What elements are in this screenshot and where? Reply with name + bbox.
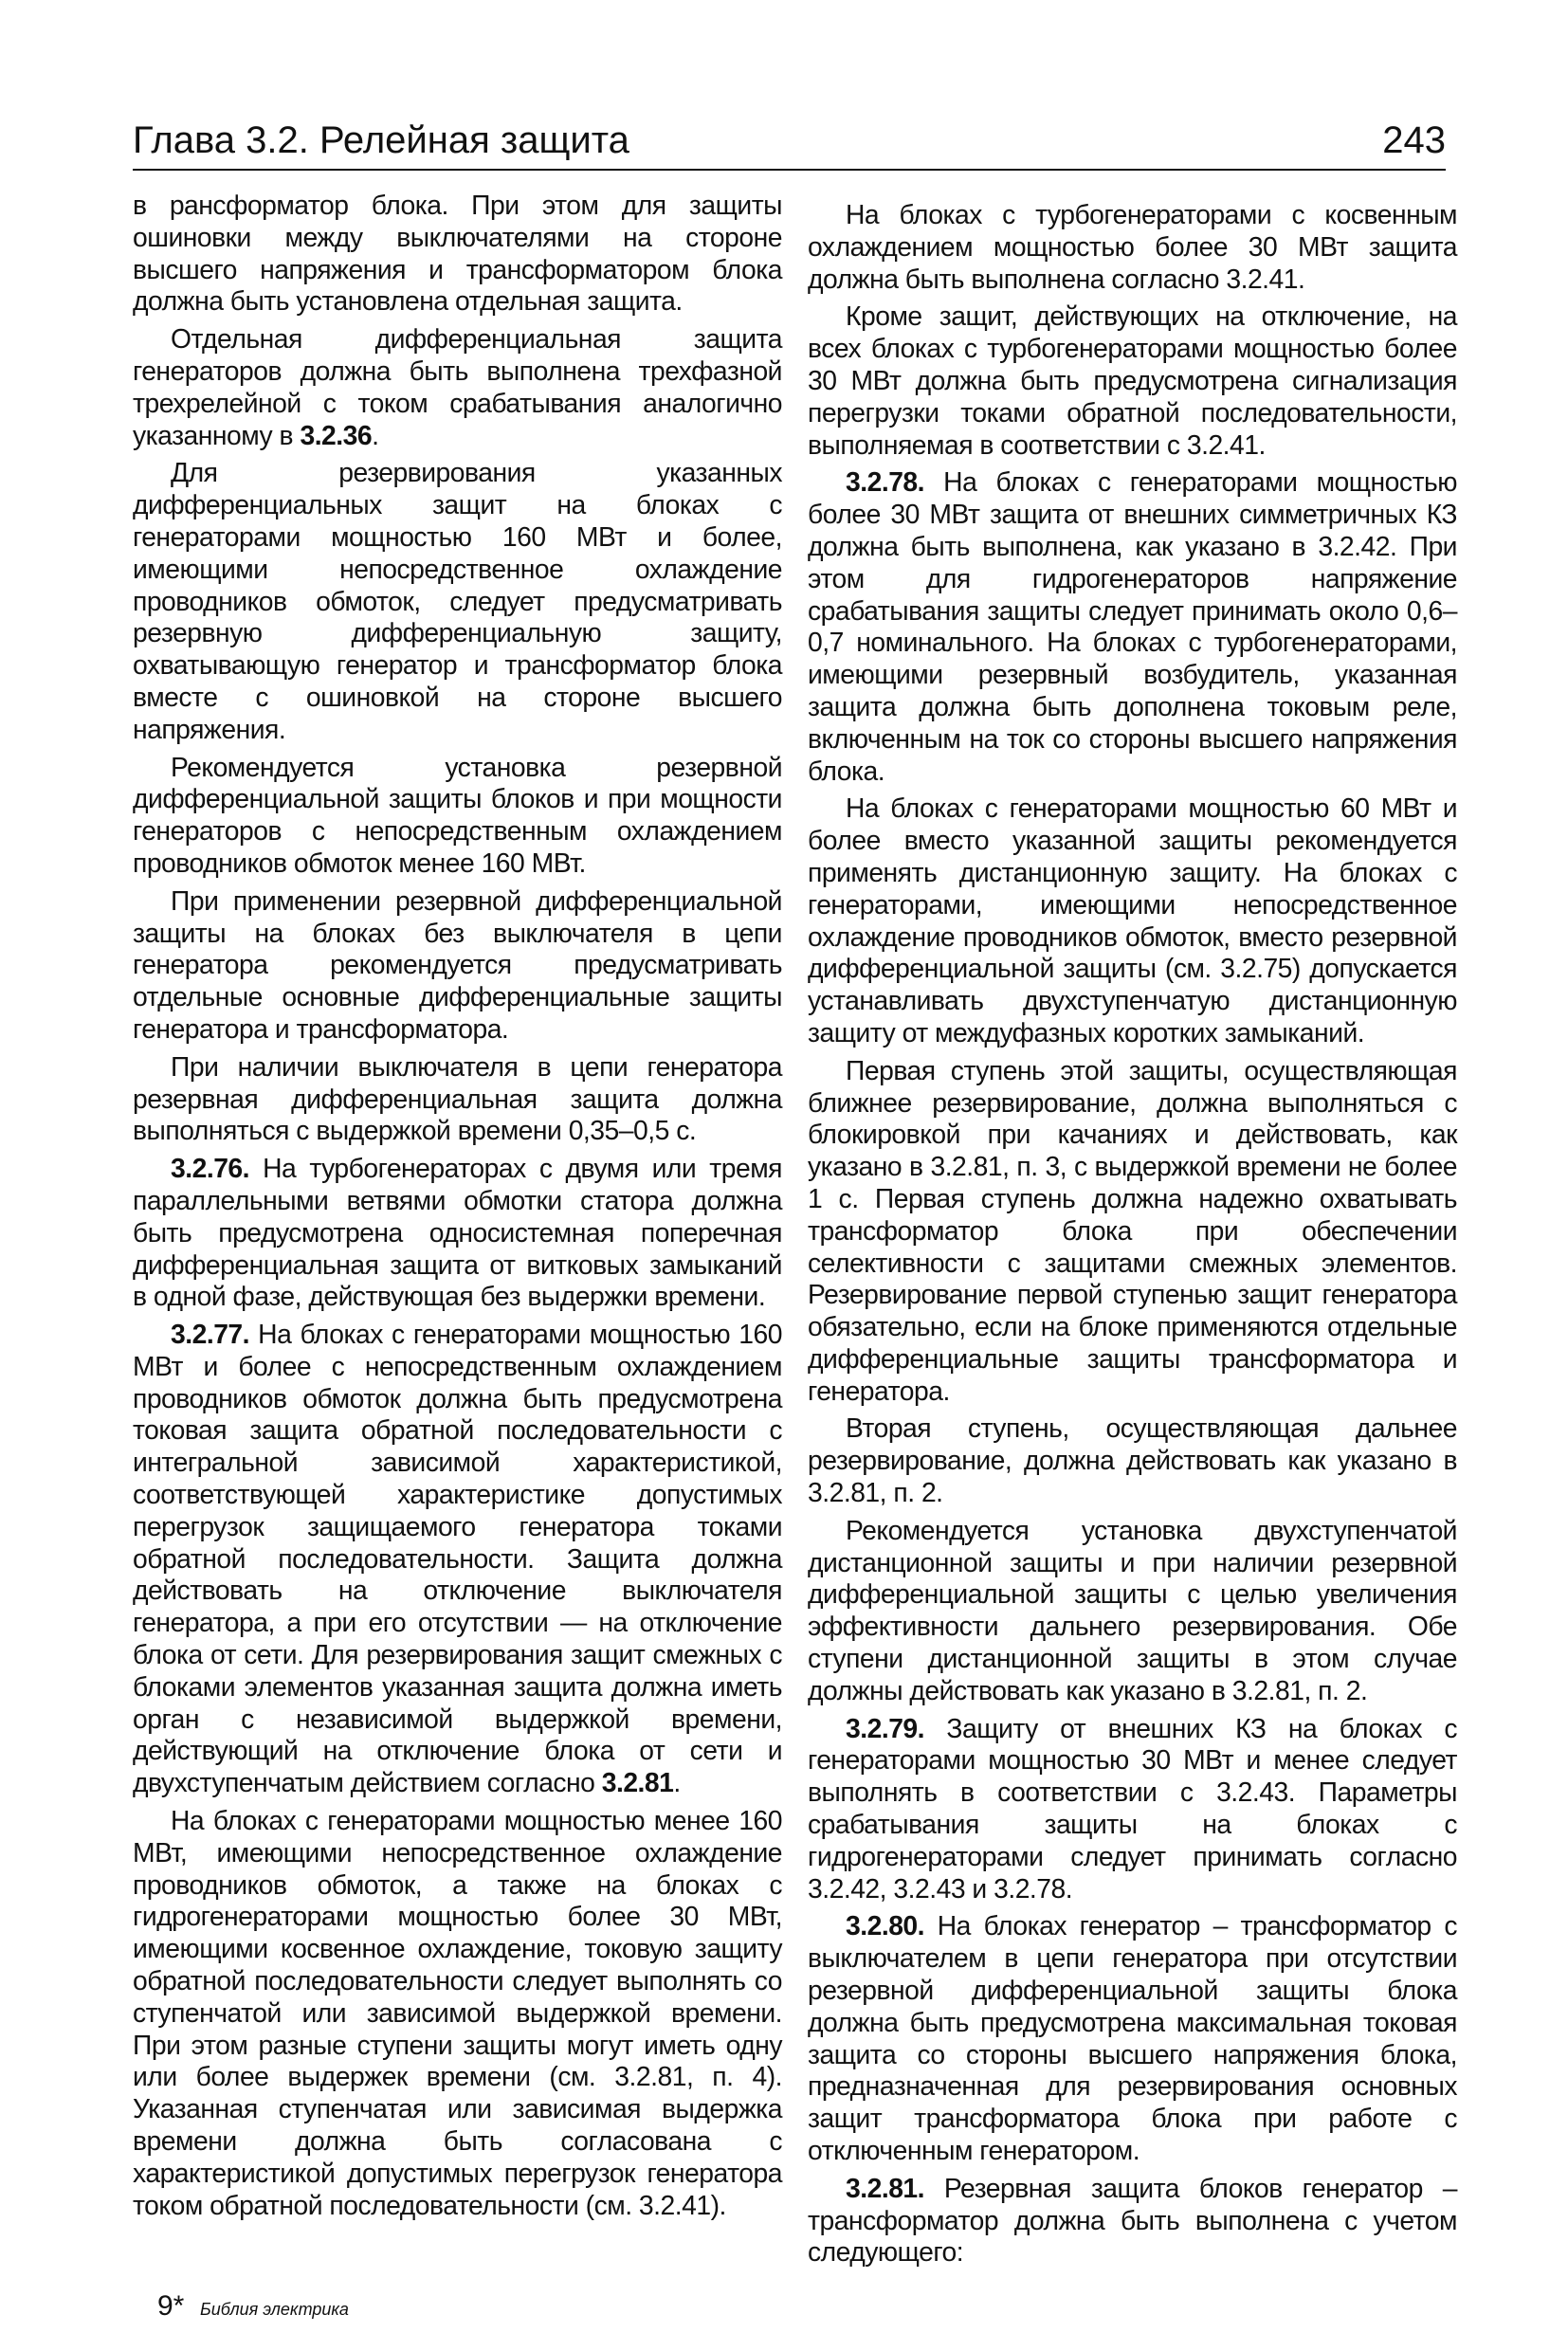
header-rule [133,169,1446,171]
paragraph: Отдельная дифференциальная защита генераторов должна быть выполнена трехфазной трехрелейной с током срабатывания аналогично указанному в 3.2.36. [133,323,782,450]
paragraph: в рансформатор блока. При этом для защиты ошиновки между выключателями на стороне высшего напряжения и трансформатором блока должна быть установлена отдельная защита. [133,190,782,317]
signature-mark: 9* [157,2290,185,2322]
page-header [133,114,1446,171]
paragraph: Первая ступень этой защиты, осуществляющая ближнее резервирование, должна выполняться с блокировкой при качаниях и действовать, как указано в 3.2.81, п. 3, с выдержкой времени не более 1 с. Первая ступень должна надежно охватывать трансформатор блока при обеспечении селективности с защитами смежных элементов. Резервирование первой ступенью защит генератора обязательно, если на блоке применяются отдельные дифференциальные защиты трансформатора и генератора. [808,1054,1457,1406]
paragraph: При наличии выключателя в цепи генератора резервная дифференциальная защита должна выполняться с выдержкой времени 0,35–0,5 с. [133,1050,782,1146]
right-column [808,199,1457,2274]
page-footer [157,2290,349,2323]
library-watermark: Библия электрика [200,2300,349,2319]
clause-3-2-77: 3.2.77. На блоках с генераторами мощностью 160 МВт и более с непосредственным охлаждением проводников обмоток должна быть предусмотрена токовая защита обратной последовательности с интегральной зависимой характеристикой, соответствующей характеристике допустимых перегрузок защищаемого генератора токами обратной последовательности. Защита должна действовать на отключение выключателя генератора, а при его отсутствии — на отключение блока от сети. Для резервирования защит смежных с блоками элементов указанная защита должна иметь орган с независимой выдержкой времени, действующий на отключение блока от сети и двухступенчатым действием согласно 3.2.81. [133,1319,782,1798]
paragraph: На блоках с турбогенераторами с косвенным охлаждением мощностью более 30 МВт защита должна быть выполнена согласно 3.2.41. [808,199,1457,294]
clause-3-2-76: 3.2.76. На турбогенераторах с двумя или тремя параллельными ветвями обмотки статора должна быть предусмотрена односистемная поперечная дифференциальная защита от витковых замыканий в одной фазе, действующая без выдержки времени. [133,1153,782,1312]
clause-3-2-79: 3.2.79. Защиту от внешних КЗ на блоках с генераторами мощностью 30 МВт и менее следует выполнять в соответствии с 3.2.43. Параметры срабатывания защиты на блоках с гидрогенераторами следует принимать согласно 3.2.42, 3.2.43 и 3.2.78. [808,1712,1457,1904]
left-column [133,190,782,2227]
paragraph: Рекомендуется установка резервной дифференциальной защиты блоков и при мощности генераторов с непосредственным охлаждением проводников обмоток менее 160 МВт. [133,751,782,878]
paragraph: Кроме защит, действующих на отключение, на всех блоках с турбогенераторами мощностью более 30 МВт должна быть предусмотрена сигнализация перегрузки токами обратной последовательности, выполняемая в соответствии с 3.2.41. [808,301,1457,460]
page-number: 243 [1382,119,1446,161]
clause-3-2-78: 3.2.78. На блоках с генераторами мощностью более 30 МВт защита от внешних симметричных КЗ должна быть выполнена, как указано в 3.2.42. При этом для гидрогенераторов напряжение срабатывания защиты следует принимать около 0,6–0,7 номинального. На блоках с турбогенераторами, имеющими резервный возбудитель, указанная защита должна быть дополнена токовым реле, включенным на ток со стороны высшего напряжения блока. [808,466,1457,786]
paragraph: Рекомендуется установка двухступенчатой дистанционной защиты и при наличии резервной дифференциальной защиты с целью увеличения эффективности дальнего резервирования. Обе ступени дистанционной защиты в этом случае должны действовать как указано в 3.2.81, п. 2. [808,1514,1457,1705]
clause-3-2-80: 3.2.80. На блоках генератор – трансформатор с выключателем в цепи генератора при отсутствии резервной дифференциальной защиты блока должна быть предусмотрена максимальная токовая защита со стороны высшего напряжения блока, предназначенная для резервирования основных защит трансформатора блока при работе с отключенным генератором. [808,1910,1457,2166]
paragraph: Для резервирования указанных дифференциальных защит на блоках с генераторами мощностью 160 МВт и более, имеющими непосредственное охлаждение проводников обмоток, следует предусматривать резервную дифференциальную защиту, охватывающую генератор и трансформатор блока вместе с ошиновкой на стороне высшего напряжения. [133,457,782,744]
clause-3-2-81: 3.2.81. Резервная защита блоков генератор – трансформатор должна быть выполнена с учетом следующего: [808,2172,1457,2268]
paragraph: На блоках с генераторами мощностью менее 160 МВт, имеющими непосредственное охлаждение проводников обмоток, а также на блоках с гидрогенераторами мощностью более 30 МВт, имеющими косвенное охлаждение, токовую защиту обратной последовательности следует выполнять со ступенчатой или зависимой выдержкой времени. При этом разные ступени защиты могут иметь одну или более выдержек времени (см. 3.2.81, п. 4). Указанная ступенчатая или зависимая выдержка времени должна быть согласована с характеристикой допустимых перегрузок генератора током обратной последовательности (см. 3.2.41). [133,1805,782,2220]
paragraph: При применении резервной дифференциальной защиты на блоках без выключателя в цепи генератора рекомендуется предусматривать отдельные основные дифференциальные защиты генератора и трансформатора. [133,884,782,1044]
chapter-title: Глава 3.2. Релейная защита [133,119,629,161]
paragraph: Вторая ступень, осуществляющая дальнее резервирование, должна действовать как указано в 3.2.81, п. 2. [808,1412,1457,1508]
paragraph: На блоках с генераторами мощностью 60 МВт и более вместо указанной защиты рекомендуется применять дистанционную защиту. На блоках с генераторами, имеющими непосредственное охлаждение проводников обмоток, вместо резервной дифференциальной защиты (см. 3.2.75) допускается устанавливать двухступенчатую дистанционную защиту от междуфазных коротких замыканий. [808,793,1457,1048]
